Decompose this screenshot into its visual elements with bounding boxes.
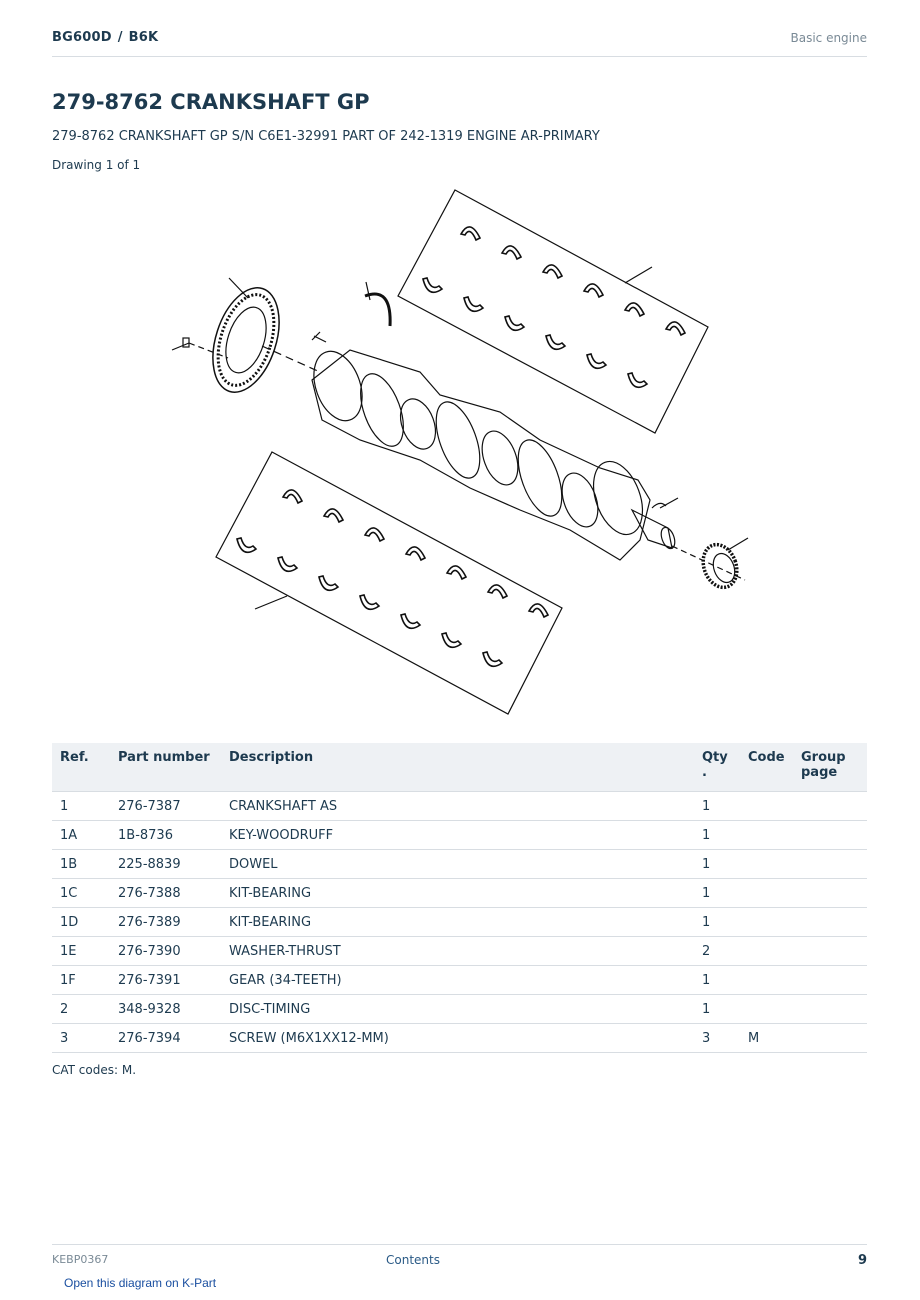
cell-qty: 1 (694, 995, 740, 1024)
bearing-shell (319, 576, 338, 590)
cell-description: KIT-BEARING (221, 879, 694, 908)
bearing-shell (584, 284, 603, 297)
table-row (52, 908, 867, 937)
cell-description: SCREW (M6X1XX12-MM) (221, 1024, 694, 1053)
bearing-shell (488, 585, 507, 598)
bearing-shell (628, 373, 647, 387)
cell-code (740, 908, 793, 937)
table-row (52, 995, 867, 1024)
bearing-shell (505, 316, 524, 330)
cell-ref: 1E (52, 937, 110, 966)
cell-code (740, 792, 793, 821)
cell-code: M (740, 1024, 793, 1053)
table-row (52, 966, 867, 995)
cell-qty: 2 (694, 937, 740, 966)
bearing-shell (529, 604, 548, 617)
cell-description: DOWEL (221, 850, 694, 879)
bearing-shell (546, 335, 565, 349)
header-section: Basic engine (790, 31, 867, 45)
cat-codes-note: CAT codes: M. (52, 1063, 137, 1077)
crank-gear (672, 538, 748, 592)
bearing-shell (423, 278, 442, 292)
cell-group-page (793, 792, 867, 821)
parts-table-body (52, 792, 867, 1053)
cell-group-page (793, 995, 867, 1024)
crankshaft (305, 345, 677, 560)
woodruff-key (652, 498, 678, 508)
cell-ref: 2 (52, 995, 110, 1024)
lower-kit-leader-line (255, 596, 287, 609)
bearing-shell (483, 652, 502, 666)
bearing-shell (461, 227, 480, 240)
cell-description: KIT-BEARING (221, 908, 694, 937)
cell-code (740, 995, 793, 1024)
cell-qty: 1 (694, 908, 740, 937)
table-row (52, 937, 867, 966)
page-subtitle: 279-8762 CRANKSHAFT GP S/N C6E1-32991 PART OF 242-1319 ENGINE AR-PRIMARY (52, 129, 600, 144)
cell-description: CRANKSHAFT AS (221, 792, 694, 821)
bearing-shell (587, 354, 606, 368)
kpart-link[interactable]: Open this diagram on K-Part (64, 1276, 217, 1290)
page-header (52, 28, 867, 57)
cell-qty: 1 (694, 792, 740, 821)
bearing-shell (237, 538, 256, 552)
cell-part-number: 276-7391 (110, 966, 221, 995)
cell-group-page (793, 908, 867, 937)
bearing-shell (365, 528, 384, 541)
table-row (52, 821, 867, 850)
cell-group-page (793, 937, 867, 966)
header-engine: B6K (128, 30, 159, 45)
footer-doc-id: KEBP0367 (52, 1253, 109, 1266)
col-description: Description (221, 743, 694, 792)
bearing-shell (360, 595, 379, 609)
cell-description: WASHER-THRUST (221, 937, 694, 966)
table-row (52, 792, 867, 821)
page-footer (52, 1244, 867, 1275)
bearing-shell (464, 297, 483, 311)
bearing-shell (543, 265, 562, 278)
bearing-shell (447, 566, 466, 579)
parts-table (52, 743, 867, 1053)
cell-part-number: 276-7390 (110, 937, 221, 966)
cell-ref: 3 (52, 1024, 110, 1053)
thrust-washer (365, 282, 390, 326)
cell-description: KEY-WOODRUFF (221, 821, 694, 850)
bearing-shell (278, 557, 297, 571)
cell-ref: 1D (52, 908, 110, 937)
header-model: BG600D (52, 30, 112, 45)
dowel (312, 332, 326, 342)
header-breadcrumb (52, 30, 158, 45)
bearing-shell (324, 509, 343, 522)
cell-ref: 1F (52, 966, 110, 995)
bearing-shell (406, 547, 425, 560)
cell-qty: 3 (694, 1024, 740, 1053)
cell-part-number: 1B-8736 (110, 821, 221, 850)
table-row (52, 879, 867, 908)
col-qty: Qty . (694, 743, 740, 792)
bearing-shell (666, 322, 685, 335)
col-ref: Ref. (52, 743, 110, 792)
cell-group-page (793, 1024, 867, 1053)
table-row (52, 1024, 867, 1053)
cell-code (740, 966, 793, 995)
table-header-row (52, 743, 867, 792)
cell-part-number: 276-7389 (110, 908, 221, 937)
cell-part-number: 348-9328 (110, 995, 221, 1024)
screw (172, 338, 228, 358)
cell-qty: 1 (694, 821, 740, 850)
header-separator: / (117, 30, 123, 45)
cell-ref: 1 (52, 792, 110, 821)
cell-code (740, 937, 793, 966)
cell-part-number: 276-7388 (110, 879, 221, 908)
cell-qty: 1 (694, 879, 740, 908)
page-number: 9 (857, 1253, 867, 1268)
table-row (52, 850, 867, 879)
bearing-shell (502, 246, 521, 259)
upper-bearing-shells (423, 227, 685, 387)
cell-qty: 1 (694, 850, 740, 879)
col-group-page: Group page (793, 743, 867, 792)
cell-description: DISC-TIMING (221, 995, 694, 1024)
cell-code (740, 879, 793, 908)
cell-code (740, 850, 793, 879)
crankshaft-exploded-diagram (160, 180, 760, 730)
cell-part-number: 276-7394 (110, 1024, 221, 1053)
contents-link[interactable]: Contents (386, 1253, 440, 1267)
timing-disc (201, 278, 291, 401)
col-part-number: Part number (110, 743, 221, 792)
cell-group-page (793, 879, 867, 908)
drawing-count: Drawing 1 of 1 (52, 158, 141, 172)
cell-code (740, 821, 793, 850)
col-code: Code (740, 743, 793, 792)
page-title: 279-8762 CRANKSHAFT GP (52, 90, 370, 114)
cell-part-number: 225-8839 (110, 850, 221, 879)
cell-qty: 1 (694, 966, 740, 995)
cell-group-page (793, 821, 867, 850)
cell-part-number: 276-7387 (110, 792, 221, 821)
cell-group-page (793, 966, 867, 995)
upper-kit-leader-line (625, 267, 652, 283)
bearing-shell (625, 303, 644, 316)
lower-bearing-kit-panel (216, 452, 562, 714)
cell-description: GEAR (34-TEETH) (221, 966, 694, 995)
bearing-shell (401, 614, 420, 628)
cell-ref: 1C (52, 879, 110, 908)
bearing-shell (283, 490, 302, 503)
cell-ref: 1A (52, 821, 110, 850)
bearing-shell (442, 633, 461, 647)
cell-group-page (793, 850, 867, 879)
cell-ref: 1B (52, 850, 110, 879)
